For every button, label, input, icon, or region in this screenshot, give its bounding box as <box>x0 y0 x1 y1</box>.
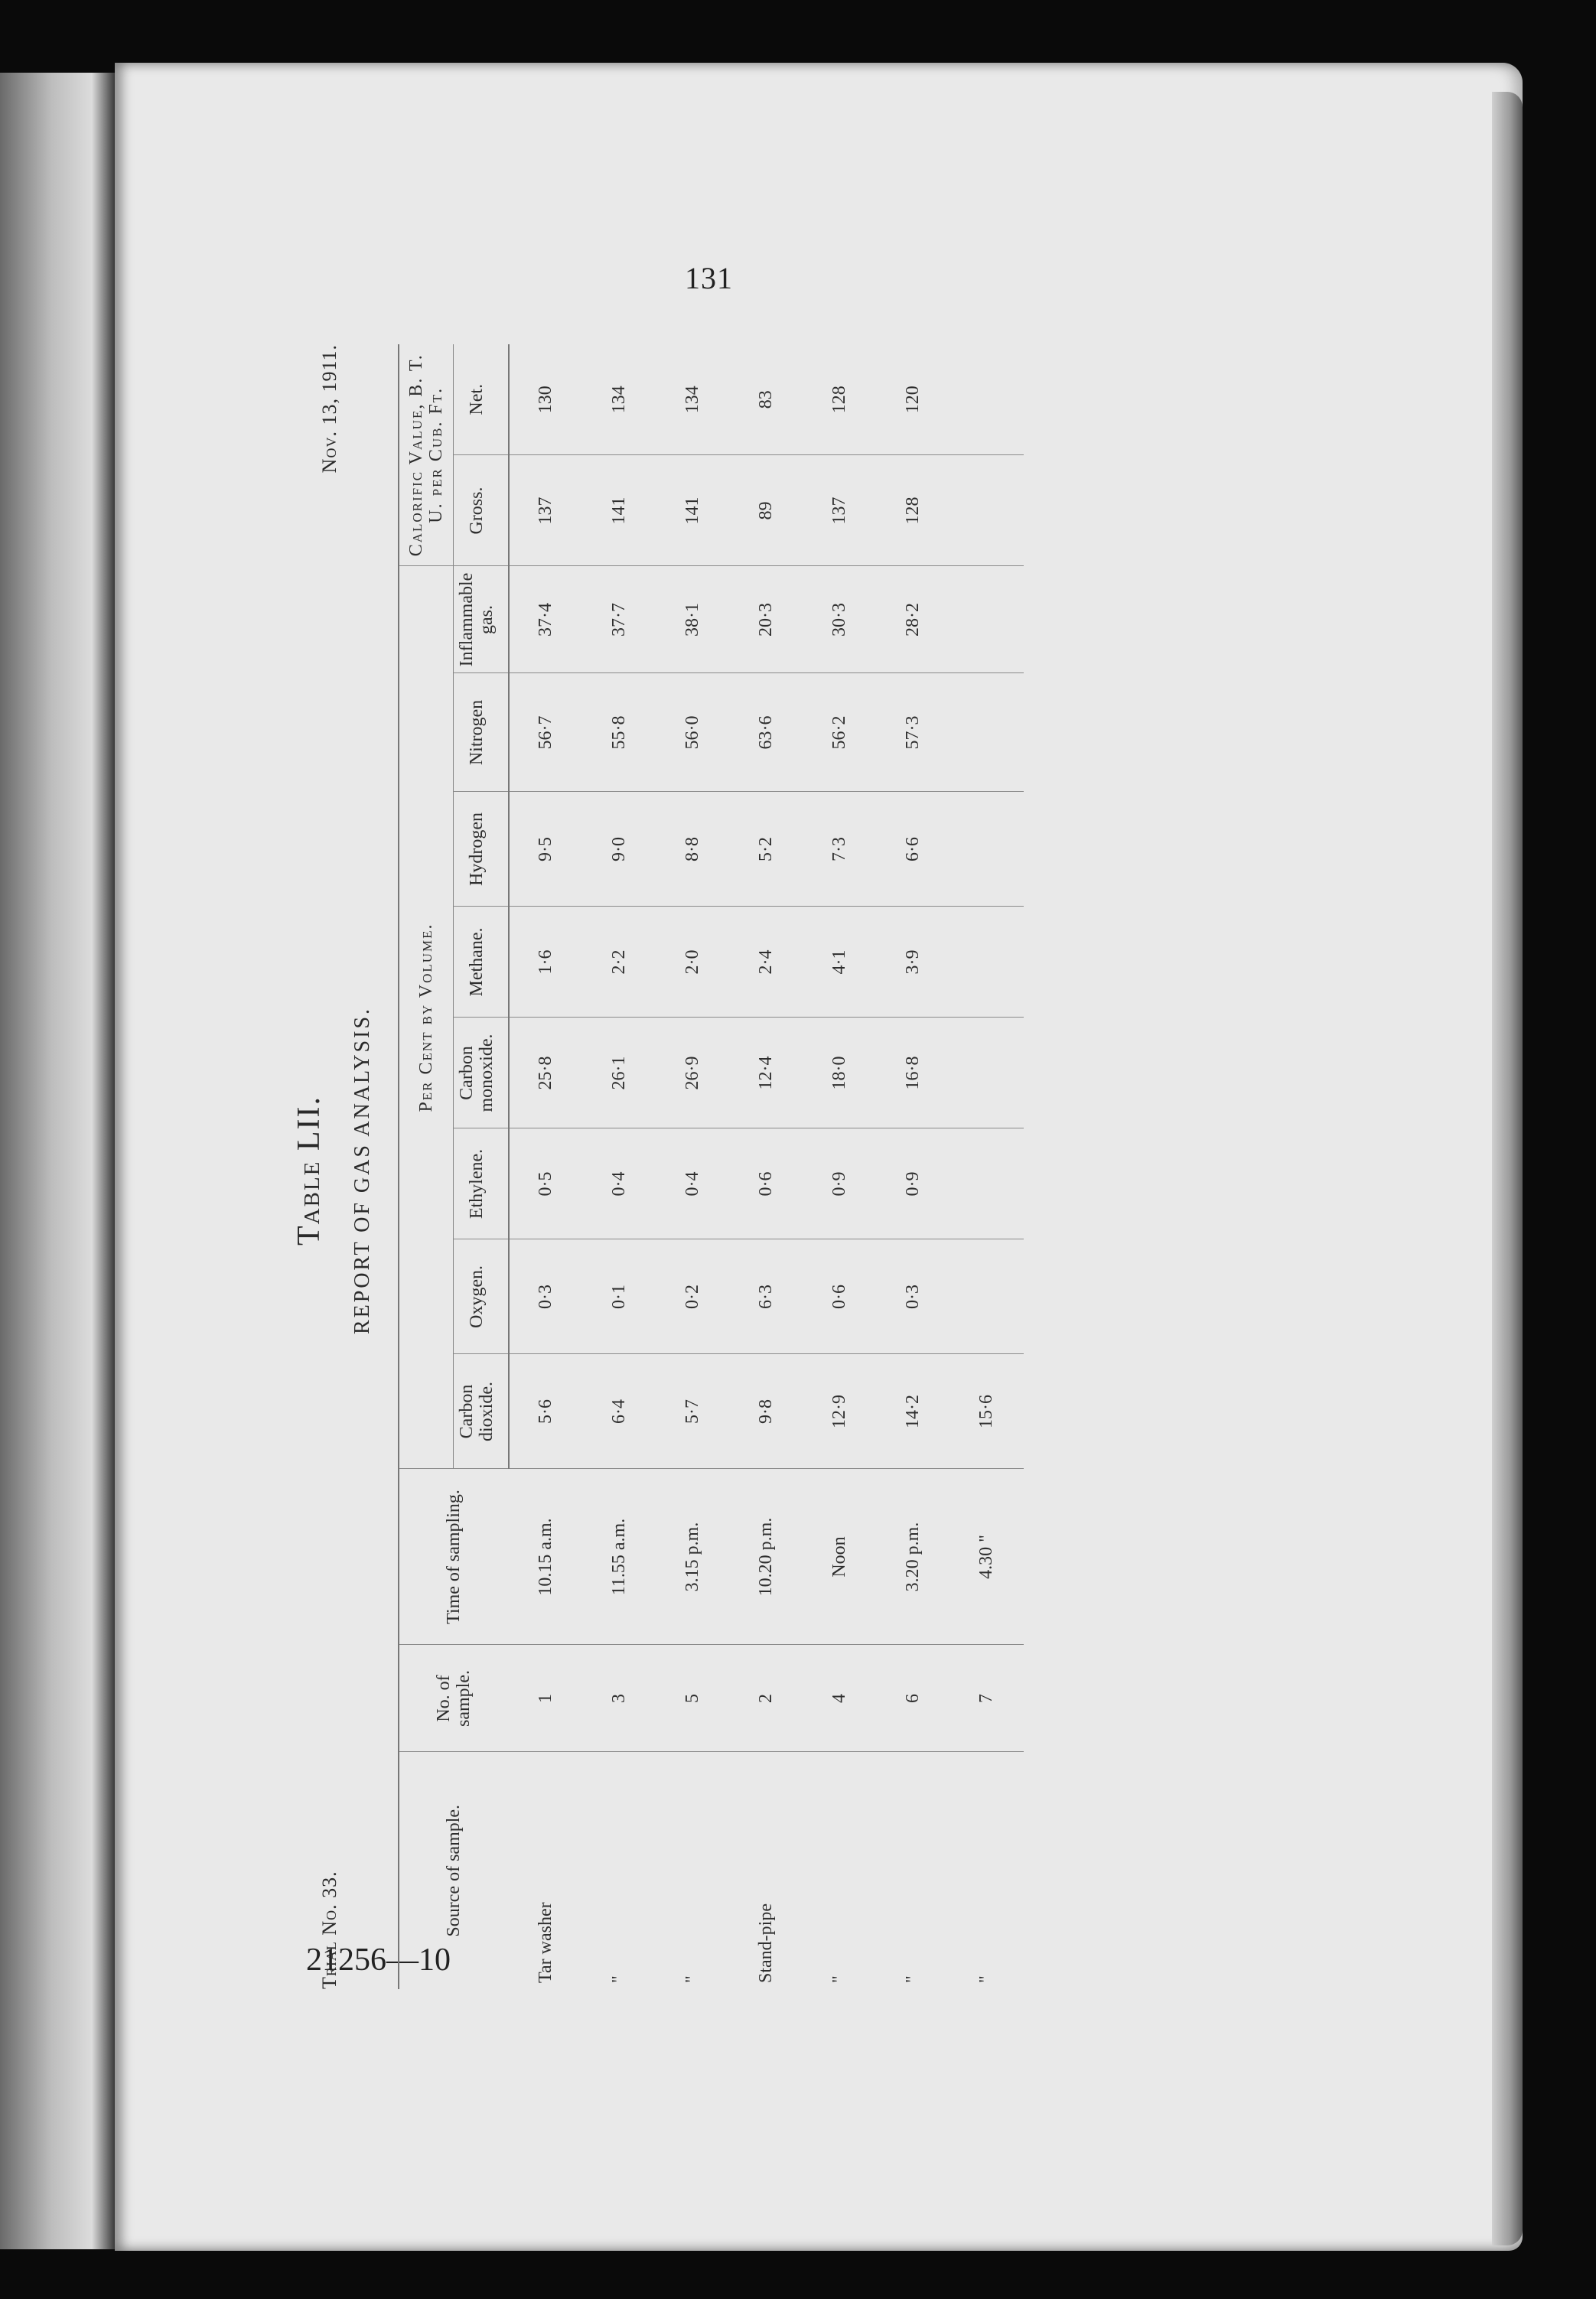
cell-time: 10.20 p.m. <box>730 1469 803 1645</box>
cell-hydrogen: 5·2 <box>730 792 803 907</box>
cell-co: 18·0 <box>803 1018 877 1128</box>
cell-methane: 4·1 <box>803 907 877 1018</box>
cell-methane: 2·4 <box>730 907 803 1018</box>
cell-net: 120 <box>877 344 950 455</box>
cell-inflammable: 20·3 <box>730 566 803 673</box>
table-row <box>950 344 1024 1989</box>
cell-co: 26·9 <box>656 1018 730 1128</box>
cell-inflammable: 37·4 <box>509 566 583 673</box>
cell-ethylene: 0·4 <box>583 1128 656 1239</box>
cell-co2: 6·4 <box>583 1354 656 1469</box>
cell-co2: 15·6 <box>950 1354 1024 1469</box>
table-subtitle: REPORT OF GAS ANALYSIS. <box>350 1006 374 1335</box>
cell-net: 134 <box>656 344 730 455</box>
cell-nitrogen: 63·6 <box>730 673 803 792</box>
cell-o2: 0·2 <box>656 1239 730 1354</box>
header-calorific-value: Calorific Value, B. T. U. per Cub. Ft. <box>399 344 454 566</box>
header-net: Net. <box>454 344 509 455</box>
cell-methane: 3·9 <box>877 907 950 1018</box>
header-source: Source of sample. <box>399 1752 509 1989</box>
print-code: 21256—10 <box>306 1942 451 1978</box>
cell-co: 25·8 <box>509 1018 583 1128</box>
cell-o2: 0·1 <box>583 1239 656 1354</box>
cell-net: 83 <box>730 344 803 455</box>
trial-number: Trial No. 33. <box>318 1871 340 1989</box>
table-row <box>583 344 656 1989</box>
cell-source: Stand-pipe <box>756 1903 777 1983</box>
cell-inflammable: 37·7 <box>583 566 656 673</box>
cell-o2: 6·3 <box>730 1239 803 1354</box>
cell-source: " <box>903 1975 923 1983</box>
cell-no: 4 <box>803 1645 877 1752</box>
table-title: Table LII. <box>292 1096 327 1246</box>
table-row <box>730 344 803 1989</box>
cell-source: Tar washer <box>535 1902 555 1983</box>
cell-co2: 12·9 <box>803 1354 877 1469</box>
cell-ethylene: 0·4 <box>656 1128 730 1239</box>
table-row <box>656 344 730 1989</box>
header-oxygen: Oxygen. <box>454 1239 509 1354</box>
cell-net: 130 <box>509 344 583 455</box>
cell-hydrogen <box>950 792 1024 907</box>
cell-no: 6 <box>877 1645 950 1752</box>
cell-time: Noon <box>803 1469 877 1645</box>
cell-ethylene: 0·9 <box>877 1128 950 1239</box>
cell-time: 3.20 p.m. <box>877 1469 950 1645</box>
header-inflammable-gas: Inflammable gas. <box>454 566 509 673</box>
cell-nitrogen: 56·2 <box>803 673 877 792</box>
header-ethylene: Ethylene. <box>454 1128 509 1239</box>
cell-hydrogen: 9·5 <box>509 792 583 907</box>
cell-time: 3.15 p.m. <box>656 1469 730 1645</box>
cell-time: 10.15 a.m. <box>509 1469 583 1645</box>
cell-no: 5 <box>656 1645 730 1752</box>
rotated-table-area <box>291 321 997 2020</box>
cell-co <box>950 1018 1024 1128</box>
cell-ethylene: 0·6 <box>730 1128 803 1239</box>
cell-methane <box>950 907 1024 1018</box>
cell-co2: 5·7 <box>656 1354 730 1469</box>
cell-co2: 9·8 <box>730 1354 803 1469</box>
cell-methane: 2·2 <box>583 907 656 1018</box>
cell-net: 128 <box>803 344 877 455</box>
cell-hydrogen: 9·0 <box>583 792 656 907</box>
cell-no: 1 <box>509 1645 583 1752</box>
table-row <box>509 344 583 1989</box>
cell-o2: 0·3 <box>877 1239 950 1354</box>
page-number: 131 <box>685 261 733 295</box>
cell-hydrogen: 8·8 <box>656 792 730 907</box>
cell-no: 3 <box>583 1645 656 1752</box>
cell-gross: 137 <box>509 455 583 566</box>
cell-gross <box>950 455 1024 566</box>
cell-gross: 137 <box>803 455 877 566</box>
cell-o2: 0·3 <box>509 1239 583 1354</box>
trial-date: Nov. 13, 1911. <box>318 344 340 474</box>
cell-gross: 128 <box>877 455 950 566</box>
table-row <box>803 344 877 1989</box>
cell-gross: 141 <box>656 455 730 566</box>
cell-ethylene: 0·5 <box>509 1128 583 1239</box>
cell-o2 <box>950 1239 1024 1354</box>
cell-ethylene: 0·9 <box>803 1128 877 1239</box>
header-gross: Gross. <box>454 455 509 566</box>
header-carbon-monoxide: Carbon monoxide. <box>454 1018 509 1128</box>
header-hydrogen: Hydrogen <box>454 792 509 907</box>
cell-nitrogen: 56·7 <box>509 673 583 792</box>
cell-nitrogen: 55·8 <box>583 673 656 792</box>
cell-time: 11.55 a.m. <box>583 1469 656 1645</box>
cell-methane: 2·0 <box>656 907 730 1018</box>
cell-inflammable: 28·2 <box>877 566 950 673</box>
cell-no: 2 <box>730 1645 803 1752</box>
cell-co: 26·1 <box>583 1018 656 1128</box>
cell-no: 7 <box>950 1645 1024 1752</box>
cell-inflammable: 38·1 <box>656 566 730 673</box>
cell-gross: 89 <box>730 455 803 566</box>
cell-nitrogen <box>950 673 1024 792</box>
cell-o2: 0·6 <box>803 1239 877 1354</box>
cell-source: " <box>682 1975 703 1983</box>
header-carbon-dioxide: Carbon dioxide. <box>454 1354 509 1469</box>
cell-net: 134 <box>583 344 656 455</box>
cell-inflammable: 30·3 <box>803 566 877 673</box>
cell-co2: 5·6 <box>509 1354 583 1469</box>
cell-co: 16·8 <box>877 1018 950 1128</box>
header-sample-no: No. of sample. <box>399 1645 509 1752</box>
table-row <box>877 344 950 1989</box>
cell-ethylene <box>950 1128 1024 1239</box>
header-per-cent-by-volume: Per Cent by Volume. <box>399 566 454 1469</box>
cell-gross: 141 <box>583 455 656 566</box>
cell-nitrogen: 56·0 <box>656 673 730 792</box>
header-nitrogen: Nitrogen <box>454 673 509 792</box>
cell-hydrogen: 7·3 <box>803 792 877 907</box>
cell-co2: 14·2 <box>877 1354 950 1469</box>
header-time: Time of sampling. <box>399 1469 509 1645</box>
cell-methane: 1·6 <box>509 907 583 1018</box>
cell-net <box>950 344 1024 455</box>
header-methane: Methane. <box>454 907 509 1018</box>
cell-inflammable <box>950 566 1024 673</box>
cell-time: 4.30 " <box>950 1469 1024 1645</box>
cell-source: " <box>829 1975 850 1983</box>
cell-co: 12·4 <box>730 1018 803 1128</box>
cell-source: " <box>609 1975 630 1983</box>
cell-source: " <box>976 1975 997 1983</box>
cell-nitrogen: 57·3 <box>877 673 950 792</box>
previous-page-edge <box>0 73 115 2249</box>
page-fore-edge <box>1492 92 1523 2245</box>
gas-analysis-table <box>398 344 1024 1989</box>
cell-hydrogen: 6·6 <box>877 792 950 907</box>
